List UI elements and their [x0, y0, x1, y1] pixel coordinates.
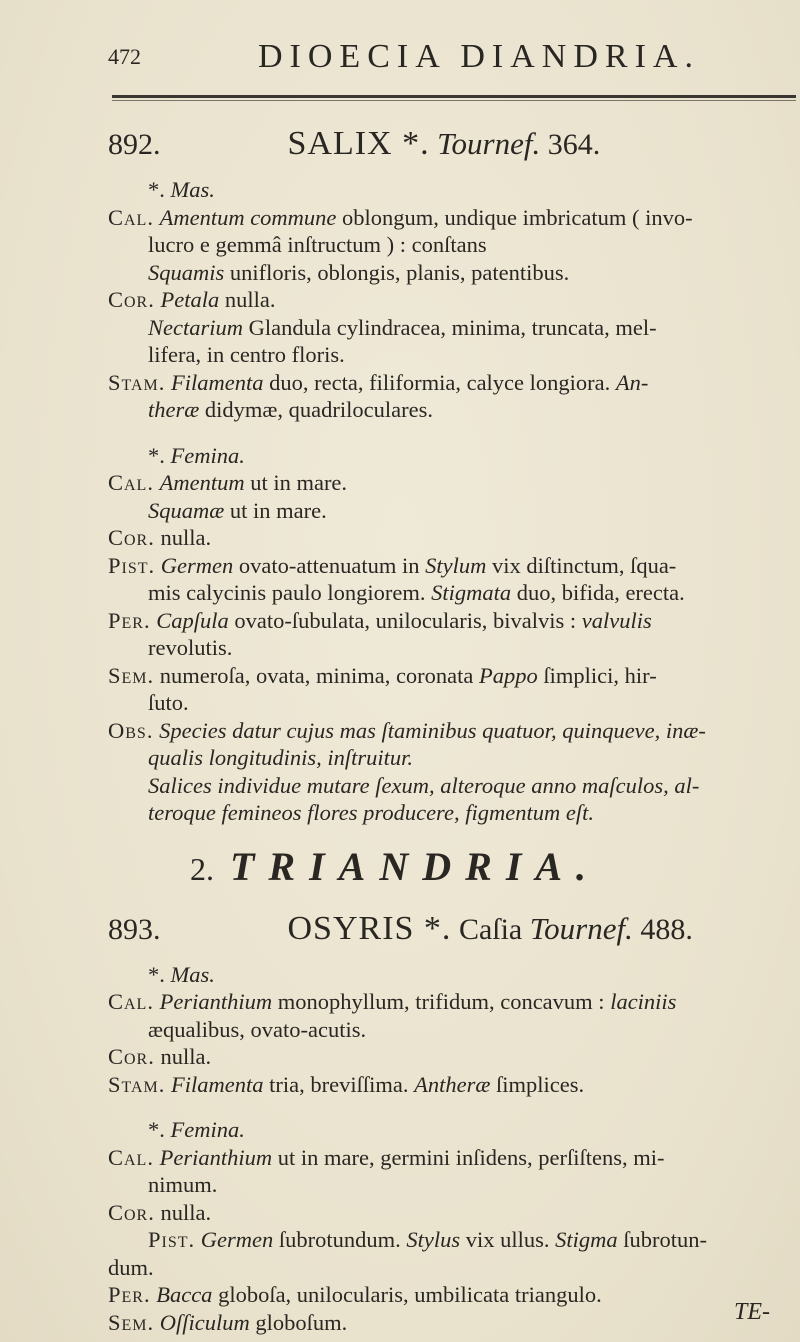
- italic-term: Squamæ: [148, 497, 225, 523]
- organ-label: Cal.: [108, 1144, 154, 1170]
- italic-term: Amentum: [159, 470, 245, 495]
- italic-term: theræ: [148, 397, 200, 422]
- text-run: vix ullus.: [460, 1227, 556, 1252]
- text-run: unifloris, oblongis, planis, patentibus.: [224, 259, 570, 285]
- text-line: [108, 1016, 796, 1044]
- section-heading: [108, 837, 796, 897]
- genus-number: 892.: [108, 128, 161, 161]
- italic-term: Amentum commune: [159, 204, 337, 230]
- italic-term: Perianthium: [159, 989, 273, 1014]
- organ-label: Cor.: [108, 1044, 155, 1069]
- italic-term: Squamis: [148, 259, 225, 285]
- organ-label: Sem.: [108, 662, 155, 688]
- italic-term: valvulis: [581, 607, 652, 633]
- text-line: [108, 799, 796, 827]
- italic-term: Femina.: [170, 442, 245, 468]
- text-run: ovato-attenuatum in: [233, 552, 426, 578]
- italic-term: Capſula: [156, 607, 229, 633]
- text-run: lifera, in centro floris.: [148, 342, 345, 367]
- text-run: ſimplices.: [490, 1071, 585, 1097]
- header-rule: [112, 95, 796, 98]
- text-run: ſubrotundum.: [273, 1227, 407, 1252]
- salix-female-description: [108, 442, 796, 827]
- genus-name: OSYRIS *.: [287, 909, 452, 947]
- text-run: duo, recta, filiformia, calyce longiora.: [263, 369, 616, 395]
- text-line: [108, 1309, 796, 1337]
- text-line: [108, 988, 796, 1016]
- organ-label: Pist.: [148, 1227, 196, 1252]
- italic-term: qualis longitudinis, inſtruitur.: [148, 745, 414, 770]
- salix-male-description: [108, 176, 796, 424]
- text-run: monophyllum, trifidum, concavum :: [272, 989, 611, 1014]
- page-number: 472: [108, 44, 141, 69]
- text-run: nimum.: [148, 1172, 218, 1197]
- italic-term: Stigmata: [431, 580, 512, 605]
- page-text: [108, 112, 796, 1336]
- italic-term: Stylus: [406, 1227, 461, 1252]
- text-line: [108, 744, 796, 772]
- italic-term: Mas.: [170, 177, 215, 202]
- text-run: dum.: [108, 1254, 154, 1280]
- organ-label: Cor.: [108, 287, 155, 312]
- genus-name: SALIX *.: [287, 125, 430, 162]
- text-line: [108, 579, 796, 607]
- text-line: [108, 314, 796, 342]
- text-run: ut in mare.: [224, 497, 327, 523]
- italic-term: Petala: [160, 287, 220, 312]
- italic-term: teroque femineos flores producere, figmentum eſt.: [148, 800, 594, 825]
- text-line: [108, 259, 796, 287]
- organ-label: Stam.: [108, 369, 166, 395]
- organ-label: Cal.: [108, 204, 154, 230]
- italic-term: Nectarium: [148, 314, 243, 340]
- spacer: [108, 827, 796, 837]
- text-run: ovato-ſubulata, unilocularis, bivalvis :: [228, 607, 582, 633]
- text-run: mis calycinis paulo longiorem.: [148, 580, 432, 605]
- text-run: tria, breviſſima.: [263, 1071, 415, 1097]
- italic-term: Stigma: [555, 1227, 618, 1252]
- text-run: nulla.: [154, 525, 212, 550]
- italic-term: Stylum: [425, 552, 487, 578]
- text-run: numeroſa, ovata, minima, coronata: [154, 662, 480, 688]
- organ-label: Per.: [108, 1282, 151, 1307]
- text-line: [108, 524, 796, 552]
- text-line: [108, 176, 796, 204]
- text-line: [108, 497, 796, 525]
- genus-heading-salix: [108, 112, 796, 176]
- genus-page-ref: 488.: [640, 912, 693, 946]
- text-line: [108, 1071, 796, 1099]
- organ-label: Per.: [108, 607, 151, 633]
- italic-term: Femina.: [170, 1117, 245, 1142]
- spacer: [108, 424, 796, 442]
- text-line: [108, 607, 796, 635]
- text-run: globoſum.: [249, 1309, 348, 1335]
- text-line: [108, 1254, 796, 1282]
- italic-term: Bacca: [156, 1282, 213, 1307]
- organ-label: Cal.: [108, 989, 154, 1014]
- section-number: 2.: [190, 850, 214, 887]
- genus-heading-osyris: [108, 897, 796, 961]
- organ-label: Sem.: [108, 1309, 155, 1335]
- running-head: [108, 36, 788, 76]
- text-line: [108, 1281, 796, 1309]
- text-run: ſubrotun-: [617, 1227, 708, 1252]
- text-line: [108, 1116, 796, 1144]
- text-line: [108, 961, 796, 989]
- text-run: nulla.: [154, 1044, 212, 1069]
- text-line: [108, 369, 796, 397]
- italic-term: Salices individue mutare ſexum, alteroque anno maſculos, al-: [148, 772, 700, 798]
- organ-label: Obs.: [108, 717, 154, 743]
- header-rule-thin: [112, 100, 796, 101]
- text-line: [108, 1199, 796, 1227]
- italic-term: Mas.: [170, 961, 215, 987]
- italic-term: Oſſiculum: [159, 1309, 250, 1335]
- italic-term: Filamenta: [171, 1071, 264, 1097]
- organ-label: Cor.: [108, 1199, 155, 1225]
- italic-term: Germen: [200, 1227, 274, 1252]
- italic-term: Perianthium: [159, 1144, 273, 1170]
- italic-term: Filamenta: [171, 369, 264, 395]
- italic-term: An-: [615, 369, 649, 395]
- text-run: nulla.: [154, 1199, 212, 1225]
- text-run: *.: [148, 177, 171, 202]
- text-run: *.: [148, 961, 171, 987]
- spacer: [108, 1098, 796, 1116]
- organ-label: Cal.: [108, 470, 154, 495]
- text-run: ut in mare, germini inſidens, perſiſtens, mi-: [272, 1144, 665, 1170]
- text-run: Glandula cylindracea, minima, truncata, mel-: [243, 314, 657, 340]
- organ-label: Cor.: [108, 525, 155, 550]
- text-line: [108, 231, 796, 259]
- text-run: duo, bifida, erecta.: [511, 580, 685, 605]
- text-line: [108, 1144, 796, 1172]
- text-line: [108, 396, 796, 424]
- text-line: [108, 204, 796, 232]
- text-run: *.: [148, 1117, 171, 1142]
- text-run: oblongum, undique imbricatum ( invo-: [336, 204, 693, 230]
- text-line: [108, 552, 796, 580]
- genus-page-ref: 364.: [547, 128, 601, 161]
- text-line: [108, 662, 796, 690]
- italic-term: Antheræ: [414, 1071, 491, 1097]
- catchword: TE-: [734, 1299, 770, 1325]
- genus-number: 893.: [108, 912, 161, 946]
- text-line: [108, 341, 796, 369]
- text-run: nulla.: [219, 287, 276, 312]
- text-run: didymæ, quadriloculares.: [199, 397, 433, 422]
- text-line: [108, 1171, 796, 1199]
- text-run: vix diſtinctum, ſqua-: [486, 552, 677, 578]
- text-run: *.: [148, 442, 171, 468]
- text-line: [108, 634, 796, 662]
- text-run: ſimplici, hir-: [537, 662, 657, 688]
- text-line: [108, 442, 796, 470]
- organ-label: Stam.: [108, 1071, 166, 1097]
- italic-term: laciniis: [610, 989, 677, 1014]
- genus-synonym: Caſia: [458, 912, 523, 946]
- running-title: DIOECIA DIANDRIA.: [258, 38, 700, 75]
- osyris-female-description: [108, 1116, 796, 1336]
- italic-term: Pappo: [479, 662, 538, 688]
- text-line: [108, 772, 796, 800]
- text-line: [108, 717, 796, 745]
- text-line: [108, 689, 796, 717]
- genus-reference: Tournef.: [529, 910, 633, 946]
- section-title: TRIANDRIA.: [230, 843, 601, 889]
- text-line: [108, 1043, 796, 1071]
- osyris-male-description: [108, 961, 796, 1099]
- text-run: lucro e gemmâ inſtructum ) : conſtans: [148, 232, 487, 257]
- text-run: ut in mare.: [244, 470, 348, 495]
- organ-label: Pist.: [108, 552, 156, 578]
- genus-reference: Tournef.: [437, 126, 541, 161]
- text-line: [108, 1226, 796, 1254]
- italic-term: Species datur cujus mas ſtaminibus quatuor, quinqueve, inæ-: [159, 717, 706, 743]
- text-run: æqualibus, ovato-acutis.: [148, 1016, 367, 1042]
- text-run: ſuto.: [148, 690, 189, 715]
- text-line: [108, 469, 796, 497]
- text-run: globoſa, unilocularis, umbilicata triangulo.: [212, 1282, 602, 1307]
- italic-term: Germen: [160, 552, 234, 578]
- text-line: [108, 286, 796, 314]
- text-run: revolutis.: [148, 635, 233, 660]
